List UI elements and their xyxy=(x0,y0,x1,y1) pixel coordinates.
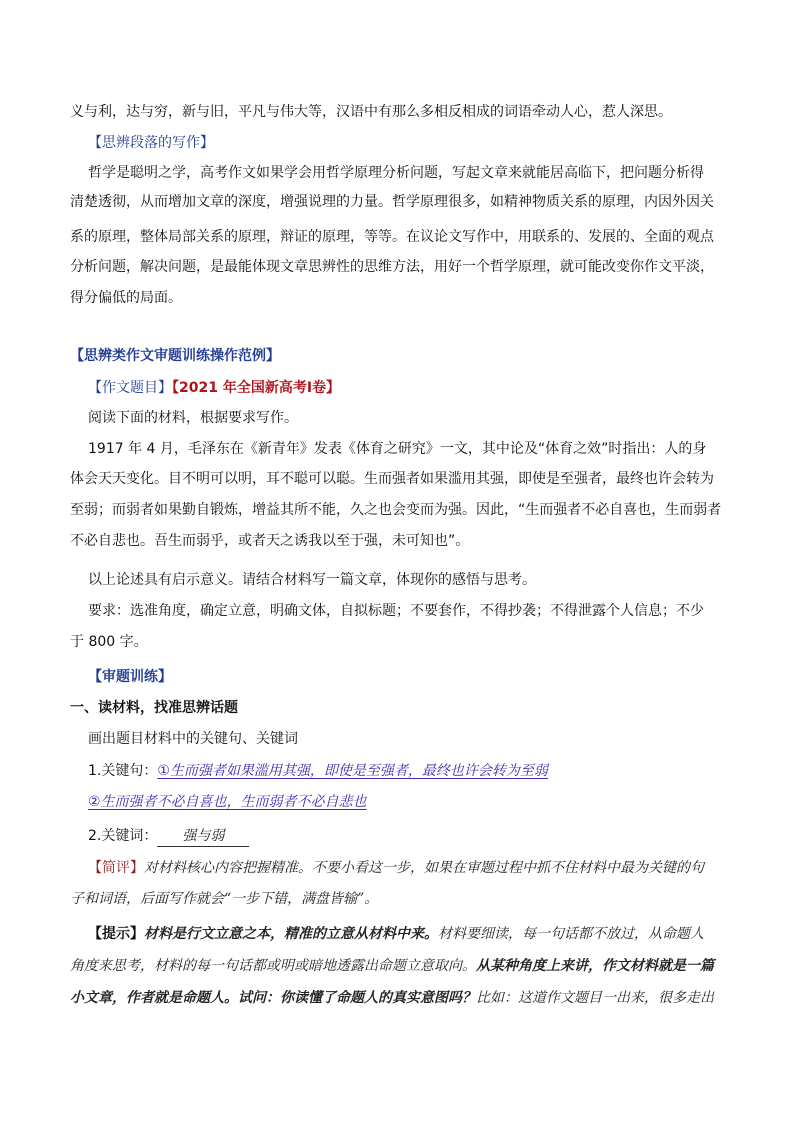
key-sentence-label: 1.关键句： xyxy=(88,763,158,779)
paragraph-line: 至弱；而弱者如果勤自锻炼，增益其所不能，久之也会变而为强。因此，“生而强者不必自喜也，生而弱者 xyxy=(70,502,722,518)
comment-label: 【简评】 xyxy=(88,860,144,876)
topic-heading xyxy=(88,378,340,398)
paragraph-line: 于 800 字。 xyxy=(70,634,148,650)
tip-text: 比如：这道作文题目一出来，很多走出 xyxy=(476,990,714,1006)
key-word-label: 2.关键词： xyxy=(88,828,158,844)
paragraph-line: 清楚透彻，从而增加文章的深度，增强说理的力量。哲学原理很多，如精神物质关系的原理，内因外因关 xyxy=(70,194,714,210)
tip-line xyxy=(88,924,704,944)
key-sentence-row xyxy=(88,792,367,812)
tip-line xyxy=(70,956,714,976)
paragraph-line: 画出题目材料中的关键句、关键词 xyxy=(88,731,298,747)
comment-text: 对材料核心内容把握精准。不要小看这一步，如果在审题过程中抓不住材料中最为关键的句 xyxy=(144,860,704,876)
key-word-row xyxy=(88,826,249,847)
paragraph-line: 阅读下面的材料，根据要求写作。 xyxy=(88,410,298,426)
topic-source: 【2021 年全国新高考Ⅰ卷】 xyxy=(172,380,341,396)
tip-emphasis: 材料是行文立意之本，精准的立意从材料中来。 xyxy=(144,926,438,942)
key-word-answer: 强与弱 xyxy=(157,826,249,847)
tip-emphasis: 从某种角度上来讲，作文材料就是一篇 xyxy=(476,958,714,974)
paragraph-line: 系的原理，整体局部关系的原理，辩证的原理，等等。在议论文写作中，用联系的、发展的、全面的观点 xyxy=(70,229,714,245)
key-sentence-2: ②生而强者不必自喜也，生而弱者不必自悲也 xyxy=(88,794,367,810)
paragraph-line: 体会天天变化。目不明可以明，耳不聪可以聪。生而强者如果滥用其强，即使是至强者，最终也许会转为 xyxy=(70,471,714,487)
section-heading: 【思辨段落的写作】 xyxy=(88,135,214,151)
paragraph-line: 以上论述具有启示意义。请结合材料写一篇文章，体现你的感悟与思考。 xyxy=(88,572,536,588)
paragraph-line: 1917 年 4 月，毛泽东在《新青年》发表《体育之研究》一文，其中论及“体育之效”时指出：人的身 xyxy=(88,441,707,457)
comment-line: 子和词语，后面写作就会“一步下错，满盘皆输”。 xyxy=(70,891,379,907)
text-line: 义与利，达与穷，新与旧，平凡与伟大等，汉语中有那么多相反相成的词语牵动人心，惹人深思。 xyxy=(70,104,672,120)
paragraph-line: 得分偏低的局面。 xyxy=(70,290,182,306)
paragraph-line: 要求：选准角度，确定立意，明确文体，自拟标题；不要套作，不得抄袭；不得泄露个人信息；不少 xyxy=(88,603,704,619)
training-heading: 【审题训练】 xyxy=(88,669,172,685)
key-sentence-row xyxy=(88,761,548,781)
example-title: 【思辨类作文审题训练操作范例】 xyxy=(70,348,280,364)
paragraph-line: 哲学是聪明之学，高考作文如果学会用哲学原理分析问题，写起文章来就能居高临下，把问题分析得 xyxy=(88,165,704,181)
step-heading: 一、读材料，找准思辨话题 xyxy=(70,700,238,716)
paragraph-line: 不必自悲也。吾生而弱乎，或者天之诱我以至于强，未可知也”。 xyxy=(70,533,470,549)
tip-text: 角度来思考，材料的每一句话都或明或暗地透露出命题立意取向。 xyxy=(70,958,476,974)
key-sentence-1: ①生而强者如果滥用其强，即使是至强者，最终也许会转为至弱 xyxy=(157,763,548,779)
tip-emphasis: 小文章，作者就是命题人。试问：你读懂了命题人的真实意图吗？ xyxy=(70,990,476,1006)
paragraph-line: 分析问题，解决问题，是最能体现文章思辨性的思维方法，用好一个哲学原理，就可能改变你作文平淡， xyxy=(70,259,714,275)
topic-label: 【作文题目】 xyxy=(88,380,172,396)
tip-line xyxy=(70,988,714,1008)
tip-text: 材料要细读，每一句话都不放过，从命题人 xyxy=(438,926,704,942)
comment-line xyxy=(88,858,704,878)
tip-label: 【提示】 xyxy=(88,926,144,942)
